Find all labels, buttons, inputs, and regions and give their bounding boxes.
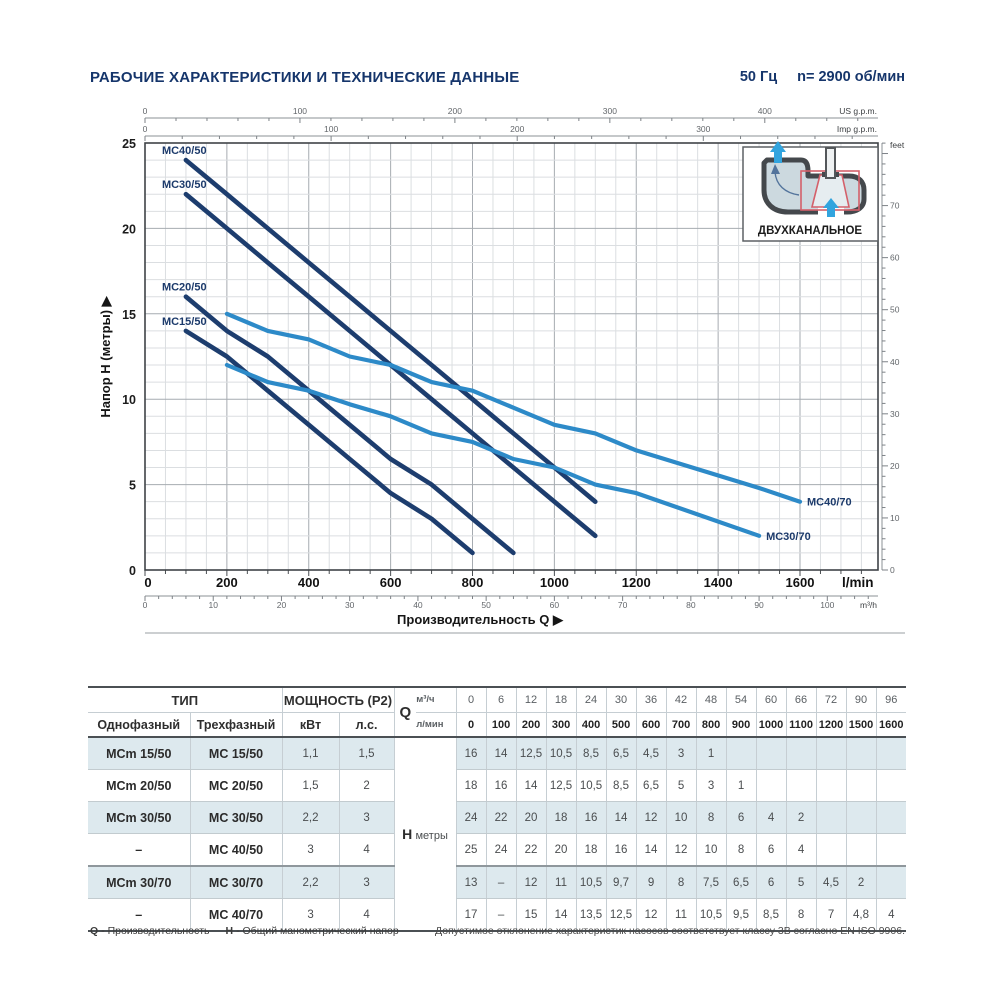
pump-model-single: – [88,834,190,867]
head-value: 16 [486,770,516,802]
q-lmin-value: 0 [456,713,486,738]
outlet-arrow-stem [774,152,782,163]
x-tick-label: 200 [216,575,238,590]
head-value: 24 [486,834,516,867]
q-lmin-value: 300 [546,713,576,738]
q-m3h-value: 60 [756,687,786,713]
x-unit-label: l/min [842,575,874,590]
q-unit-lmin: л/мин [416,718,444,730]
pump-model-three: MC 15/50 [190,737,282,770]
head-value: 16 [576,802,606,834]
y-tick-label: 20 [122,222,136,237]
x-axis-title: Производительность Q ▶ [397,612,563,627]
head-value: 4 [876,899,906,932]
head-value [846,737,876,770]
q-m3h-value: 54 [726,687,756,713]
q-lmin-value: 400 [576,713,606,738]
q-lmin-value: 1200 [816,713,846,738]
x-tick-label: 0 [144,575,152,590]
q-lmin-value: 1100 [786,713,816,738]
head-value: 6,5 [726,866,756,899]
h-label-cell: H метры [394,737,456,931]
q-m3h-value: 30 [606,687,636,713]
head-value [816,802,846,834]
head-value [726,737,756,770]
head-value: 12 [666,834,696,867]
curve-label: MC30/70 [766,530,811,543]
power-kw: 3 [282,834,339,867]
head-value: 8 [666,866,696,899]
head-value: 16 [606,834,636,867]
q-m3h-value: 72 [816,687,846,713]
y-tick-label: 25 [122,137,136,151]
inlet-arrow-stem [827,208,835,217]
q-m3h-value: 42 [666,687,696,713]
speed-label: n= 2900 об/мин [797,69,905,85]
m3h-tick-label: 100 [820,600,835,610]
m3h-tick-label: 30 [344,600,355,610]
head-value [876,770,906,802]
head-value: 8 [726,834,756,867]
m3h-tick-label: 50 [481,600,491,610]
head-value: 8 [786,899,816,932]
q-m3h-value: 6 [486,687,516,713]
head-value: 3 [696,770,726,802]
imp-gpm-tick-label: 200 [510,124,525,134]
m3h-unit-label: m³/h [860,600,877,610]
power-hp: 3 [339,802,394,834]
head-value: 12 [636,899,666,932]
head-value: 13,5 [576,899,606,932]
inset-label: ДВУХКАНАЛЬНОЕ [757,225,863,237]
table-row [88,802,906,834]
m3h-tick-label: 20 [276,600,287,610]
m3h-tick-label: 10 [208,600,218,610]
us-gpm-tick-label: 400 [757,106,772,116]
pump-model-three: MC 30/50 [190,802,282,834]
m3h-tick-label: 40 [413,600,423,610]
m3h-tick-label: 0 [142,600,148,610]
q-m3h-value: 66 [786,687,816,713]
m3h-tick-label: 80 [686,600,696,610]
head-value: 12,5 [606,899,636,932]
head-value: 8,5 [606,770,636,802]
head-value: 10 [696,834,726,867]
curve-label: MC40/50 [161,145,207,158]
x-tick-label: 1200 [621,575,651,590]
head-value: 20 [546,834,576,867]
head-value: 3 [666,737,696,770]
head-value: 1 [696,737,726,770]
single-phase-header: Однофазный [88,713,190,738]
kw-header: кВт [282,713,339,738]
head-value: 16 [456,737,486,770]
q-unit-m3h: м³/ч [416,688,455,713]
head-value [786,770,816,802]
head-value: 2 [786,802,816,834]
q-lmin-value: 600 [636,713,666,738]
curve-label: MC15/50 [161,315,207,328]
table-row [88,834,906,867]
q-lmin-value: 800 [696,713,726,738]
head-value: 8,5 [756,899,786,932]
power-hp: 2 [339,770,394,802]
head-value [846,834,876,867]
us-gpm-tick-label: 0 [142,106,148,116]
imp-gpm-unit-label: Imp g.p.m. [836,124,877,134]
q-lmin-value: 1000 [756,713,786,738]
head-value: 9,7 [606,866,636,899]
head-value: 4,5 [816,866,846,899]
head-value: 12 [516,866,546,899]
feet-unit-label: feet [890,140,905,150]
power-hp: 4 [339,899,394,932]
power-hp: 3 [339,866,394,899]
head-value: 9,5 [726,899,756,932]
x-tick-label: 400 [297,575,320,590]
head-value: 10,5 [576,866,606,899]
power-header: МОЩНОСТЬ (P2) [282,687,394,713]
head-value: 10,5 [576,770,606,802]
imp-gpm-tick-label: 300 [696,124,711,134]
m3h-tick-label: 90 [754,600,764,610]
head-value: 14 [486,737,516,770]
head-value [876,834,906,867]
head-value: 24 [456,802,486,834]
head-value: 13 [456,866,486,899]
pump-model-three: MC 20/50 [190,770,282,802]
head-value: 10 [666,802,696,834]
pump-shaft [826,148,835,178]
q-m3h-value: 48 [696,687,726,713]
head-value: 12,5 [546,770,576,802]
table-row [88,866,906,899]
q-lmin-value: 100 [486,713,516,738]
head-value: 4,8 [846,899,876,932]
page-title: РАБОЧИЕ ХАРАКТЕРИСТИКИ И ТЕХНИЧЕСКИЕ ДАННЫЕ [90,69,520,86]
head-value: 18 [546,802,576,834]
power-kw: 1,5 [282,770,339,802]
type-header: ТИП [88,687,282,713]
us-gpm-tick-label: 100 [292,106,308,116]
q-header [394,687,456,737]
technical-data-table [88,686,906,932]
y-tick-label: 10 [122,393,136,408]
m3h-tick-label: 60 [549,600,560,610]
y-axis-title: Напор H (метры) ▶ [98,296,113,418]
head-value [756,770,786,802]
q-lmin-value: 500 [606,713,636,738]
us-gpm-unit-label: US g.p.m. [839,106,877,116]
pump-model-single: – [88,899,190,932]
head-value: 18 [456,770,486,802]
q-m3h-value: 0 [456,687,486,713]
head-value: 6 [726,802,756,834]
head-value: 6,5 [636,770,666,802]
q-m3h-value: 36 [636,687,666,713]
head-value: 4,5 [636,737,666,770]
head-value: 8,5 [576,737,606,770]
head-value: 18 [576,834,606,867]
m3h-tick-label: 70 [617,600,628,610]
head-value: 6 [756,866,786,899]
head-value: 5 [786,866,816,899]
head-value: 7 [816,899,846,932]
pump-model-single: MCm 20/50 [88,770,190,802]
feet-tick-label: 30 [890,408,900,419]
head-value: 14 [606,802,636,834]
pump-model-single: MCm 30/50 [88,802,190,834]
curve-label: MC20/50 [161,281,207,294]
head-value: 14 [546,899,576,932]
imp-gpm-tick-label: 0 [142,124,148,134]
q-lmin-value: 900 [726,713,756,738]
head-value: 7,5 [696,866,726,899]
power-hp: 4 [339,834,394,867]
head-value: 14 [516,770,546,802]
table-row [88,737,906,770]
head-value [876,866,906,899]
frequency-label: 50 Гц [739,69,778,85]
power-kw: 2,2 [282,866,339,899]
curve-label: MC40/70 [807,496,852,509]
y-tick-label: 5 [129,478,136,493]
head-value: 11 [546,866,576,899]
legend-q: Q - Производительность [90,925,210,937]
pump-model-three: MC 30/70 [190,866,282,899]
head-value: 12 [636,802,666,834]
head-value [816,834,846,867]
feet-tick-label: 0 [890,565,895,575]
head-value [846,802,876,834]
impeller-inset-group [743,141,878,241]
head-value [786,737,816,770]
pump-model-single: MCm 30/70 [88,866,190,899]
pump-model-three: MC 40/70 [190,899,282,932]
head-value: 5 [666,770,696,802]
imp-gpm-tick-label: 100 [324,124,339,134]
head-value: 6,5 [606,737,636,770]
head-value: 8 [696,802,726,834]
pump-model-single: MCm 15/50 [88,737,190,770]
y-tick-label: 15 [122,307,136,322]
y-tick-label: 0 [129,564,136,578]
table-row [88,770,906,802]
feet-tick-label: 70 [890,200,900,211]
power-kw: 2,2 [282,802,339,834]
head-value: 10,5 [696,899,726,932]
q-m3h-value: 96 [876,687,906,713]
head-value: 15 [516,899,546,932]
head-value: – [486,866,516,899]
x-tick-label: 800 [461,575,484,590]
curve-label: MC30/50 [161,179,207,192]
legend [90,925,399,937]
head-value [756,737,786,770]
pump-model-three: MC 40/50 [190,834,282,867]
head-value: 25 [456,834,486,867]
q-m3h-value: 90 [846,687,876,713]
x-tick-label: 600 [379,575,402,590]
head-value: 2 [846,866,876,899]
head-value: 17 [456,899,486,932]
head-value [876,737,906,770]
head-value [846,770,876,802]
head-value: 4 [756,802,786,834]
power-kw: 1,1 [282,737,339,770]
three-phase-header: Трехфазный [190,713,282,738]
feet-tick-label: 20 [890,460,900,471]
q-symbol: Q [399,703,412,721]
feet-tick-label: 40 [890,356,900,367]
q-m3h-value: 24 [576,687,606,713]
head-value [816,770,846,802]
head-value: – [486,899,516,932]
x-tick-label: 1600 [785,575,815,590]
power-kw: 3 [282,899,339,932]
q-lmin-value: 700 [666,713,696,738]
us-gpm-tick-label: 300 [602,106,617,116]
power-hp: 1,5 [339,737,394,770]
x-tick-label: 1400 [703,575,733,590]
head-value: 1 [726,770,756,802]
head-value: 20 [516,802,546,834]
q-lmin-value: 1600 [876,713,906,738]
feet-tick-label: 50 [890,304,900,315]
head-value: 4 [786,834,816,867]
head-value: 22 [516,834,546,867]
q-m3h-value: 12 [516,687,546,713]
head-value: 14 [636,834,666,867]
feet-tick-label: 10 [890,512,900,523]
tolerance-note: Допустимое отклонение характеристик насосов соответствует классу 3B согласно EN ISO 9906. [435,925,905,937]
head-value: 10,5 [546,737,576,770]
feet-tick-label: 60 [890,252,900,263]
head-value: 11 [666,899,696,932]
q-lmin-value: 200 [516,713,546,738]
hp-header: л.с. [339,713,394,738]
x-tick-label: 1000 [539,575,569,590]
head-value [816,737,846,770]
q-m3h-value: 18 [546,687,576,713]
us-gpm-tick-label: 200 [447,106,462,116]
legend-h: H - Общий манометрический напор [225,925,399,937]
head-value: 9 [636,866,666,899]
head-value: 12,5 [516,737,546,770]
q-lmin-value: 1500 [846,713,876,738]
head-value: 6 [756,834,786,867]
head-value: 22 [486,802,516,834]
head-value [876,802,906,834]
